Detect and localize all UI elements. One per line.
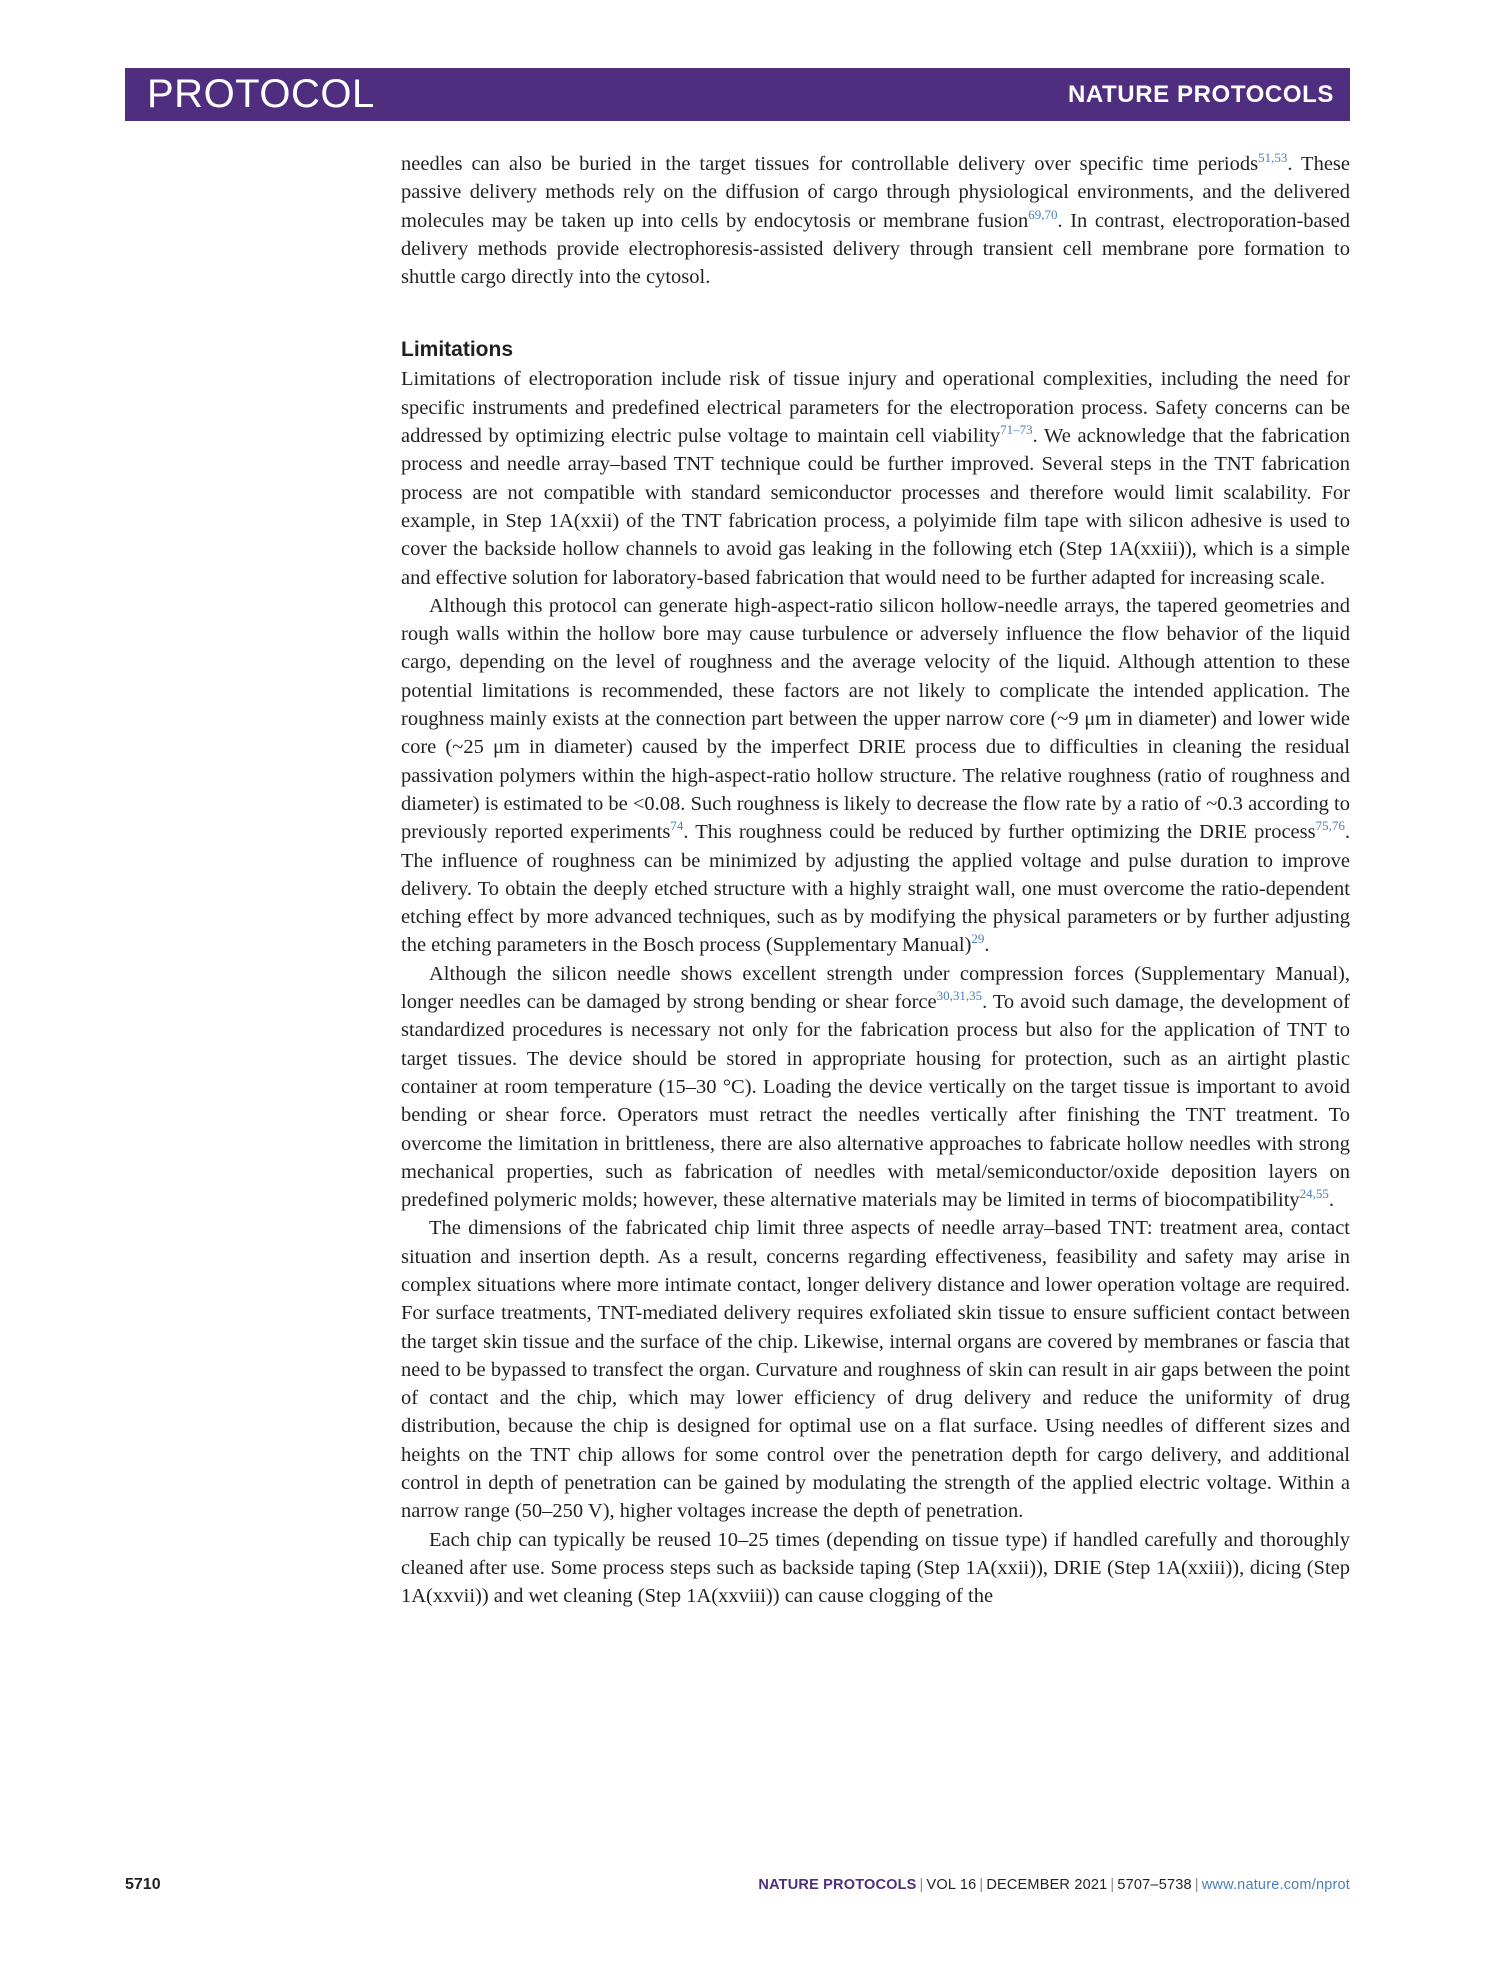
limitations-paragraph-4: The dimensions of the fabricated chip limit three aspects of needle array–based TNT: treatment area, contact situation and insertion depth. As a result, concerns regarding effectiveness, feasibility and safety may arise in complex situations where more intimate contact, longer delivery distance and lower operation voltage are required. For surface treatments, TNT-mediated delivery requires exfoliated skin tissue to ensure sufficient contact between the target skin tissue and the surface of the chip. Likewise, internal organs are covered by membranes or fascia that need to be bypassed to transfect the organ. Curvature and roughness of skin can result in air gaps between the point of contact and the chip, which may lower efficiency of drug delivery and reduce the uniformity of drug distribution, because the chip is designed for optimal use on a flat surface. Using needles of different sizes and heights on the TNT chip allows for some control over the penetration depth for cargo delivery, and additional control in depth of penetration can be gained by modulating the strength of the applied electric voltage. Within a narrow range (50–250 V), higher voltages increase the depth of penetration. bbox=[401, 1217, 1350, 1523]
text-run: . bbox=[1328, 1189, 1335, 1212]
text-run: Although the silicon needle shows excellent strength under compression forces (Supplementary Manual), longer needles can be damaged by strong bending or shear force bbox=[401, 962, 1350, 1014]
text-run: . The influence of roughness can be minimized by adjusting the applied voltage and pulse duration to improve delivery. To obtain the deeply etched structure with a highly straight wall, one must overcome the ratio-dependent etching effect by more advanced techniques, such as by modifying the physical parameters or by further adjusting the etching parameters in the Bosch process (Supplementary Manual) bbox=[401, 821, 1350, 957]
limitations-paragraph-1 bbox=[401, 365, 1350, 591]
limitations-paragraph-2 bbox=[401, 592, 1350, 960]
reference-link[interactable]: 29 bbox=[971, 931, 985, 947]
article-body bbox=[401, 150, 1350, 1611]
reference-link[interactable]: 74 bbox=[670, 818, 684, 834]
reference-link[interactable]: 75,76 bbox=[1315, 818, 1345, 834]
text-run: . bbox=[984, 934, 990, 957]
text-run: . These passive delivery methods rely on the diffusion of cargo through physiological environments, and the delivered molecules may be taken up into cells by endocytosis or membrane fusion bbox=[401, 153, 1350, 232]
footer-volume: VOL 16 bbox=[926, 1877, 977, 1893]
text-run: needles can also be buried in the target tissues for controllable delivery over specific time periods bbox=[401, 153, 1259, 175]
reference-link[interactable]: 51,53 bbox=[1258, 150, 1288, 165]
separator: | bbox=[1110, 1877, 1115, 1893]
separator: | bbox=[979, 1877, 984, 1893]
text-run: . In contrast, electroporation-based delivery methods provide electrophoresis-assisted delivery through transient cell membrane pore formation to shuttle cargo directly into the cytosol. bbox=[401, 209, 1350, 289]
separator: | bbox=[919, 1877, 924, 1893]
header-banner bbox=[125, 68, 1350, 121]
text-run: . This roughness could be reduced by further optimizing the DRIE process bbox=[683, 821, 1316, 844]
limitations-paragraph-5: Each chip can typically be reused 10–25 times (depending on tissue type) if handled carefully and thoroughly cleaned after use. Some process steps such as backside taping (Step 1A(xxii)), DRIE (Step 1A(xxiii)), dicing (Step 1A(xxvii)) and wet cleaning (Step 1A(xxviii)) can cause clogging of the bbox=[401, 1528, 1350, 1608]
page-number: 5710 bbox=[125, 1876, 161, 1893]
text-run: Limitations of electroporation include risk of tissue injury and operational complexities, including the need for specific instruments and predefined electrical parameters for the electroporation process. Safety concerns can be addressed by optimizing electric pulse voltage to maintain cell viability bbox=[401, 368, 1350, 448]
footer-citation bbox=[758, 1877, 1350, 1893]
limitations-paragraph-3 bbox=[401, 960, 1350, 1215]
article-type-label: PROTOCOL bbox=[147, 72, 375, 116]
reference-link[interactable]: 24,55 bbox=[1299, 1186, 1329, 1202]
footer-date: DECEMBER 2021 bbox=[986, 1877, 1108, 1893]
reference-link[interactable]: 30,31,35 bbox=[936, 988, 983, 1004]
text-run: . To avoid such damage, the development of standardized procedures is necessary not only for the fabrication process but also for the application of TNT to target tissues. The device should be stored in appropriate housing for protection, such as an airtight plastic container at room temperature (15–30 °C). Loading the device vertically on the target tissue is important to avoid bending or shear force. Operators must retract the needles vertically after finishing the TNT treatment. To overcome the limitation in brittleness, there are also alternative approaches to fabricate hollow needles with strong mechanical properties, such as fabrication of needles with metal/semiconductor/oxide deposition layers on predefined polymeric molds; however, these alternative materials may be limited in terms of biocompatibility bbox=[401, 991, 1350, 1212]
text-run: Although this protocol can generate high-aspect-ratio silicon hollow-needle arrays, the tapered geometries and rough walls within the hollow bore may cause turbulence or adversely influence the flow behavior of the liquid cargo, depending on the level of roughness and the average velocity of the liquid. Although attention to these potential limitations is recommended, these factors are not likely to complicate the intended application. The roughness mainly exists at the connection part between the upper narrow core (~9 μm in diameter) and lower wide core (~25 μm in diameter) caused by the imperfect DRIE process due to difficulties in cleaning the residual passivation polymers within the high-aspect-ratio hollow structure. The relative roughness (ratio of roughness and diameter) is estimated to be <0.08. Such roughness is likely to decrease the flow rate by a ratio of ~0.3 according to previously reported experiments bbox=[401, 594, 1350, 844]
reference-link[interactable]: 71–73 bbox=[1000, 422, 1033, 438]
footer-journal: NATURE PROTOCOLS bbox=[758, 1877, 917, 1893]
reference-link[interactable]: 69,70 bbox=[1028, 206, 1058, 222]
separator: | bbox=[1194, 1877, 1199, 1893]
text-run: . We acknowledge that the fabrication process and needle array–based TNT technique could be further improved. Several steps in the TNT fabrication process are not compatible with standard semiconductor processes and therefore would limit scalability. For example, in Step 1A(xxii) of the TNT fabrication process, a polyimide film tape with silicon adhesive is used to cover the backside hollow channels to avoid gas leaking in the following etch (Step 1A(xxiii)), which is a simple and effective solution for laboratory-based fabrication that would need to be further adapted for increasing scale. bbox=[401, 425, 1351, 589]
footer-url-link[interactable]: www.nature.com/nprot bbox=[1201, 1877, 1350, 1893]
journal-name-header: NATURE PROTOCOLS bbox=[1067, 81, 1334, 108]
footer-pages: 5707–5738 bbox=[1117, 1877, 1192, 1893]
section-heading: Limitations bbox=[401, 338, 514, 362]
intro-paragraph bbox=[401, 150, 1350, 291]
